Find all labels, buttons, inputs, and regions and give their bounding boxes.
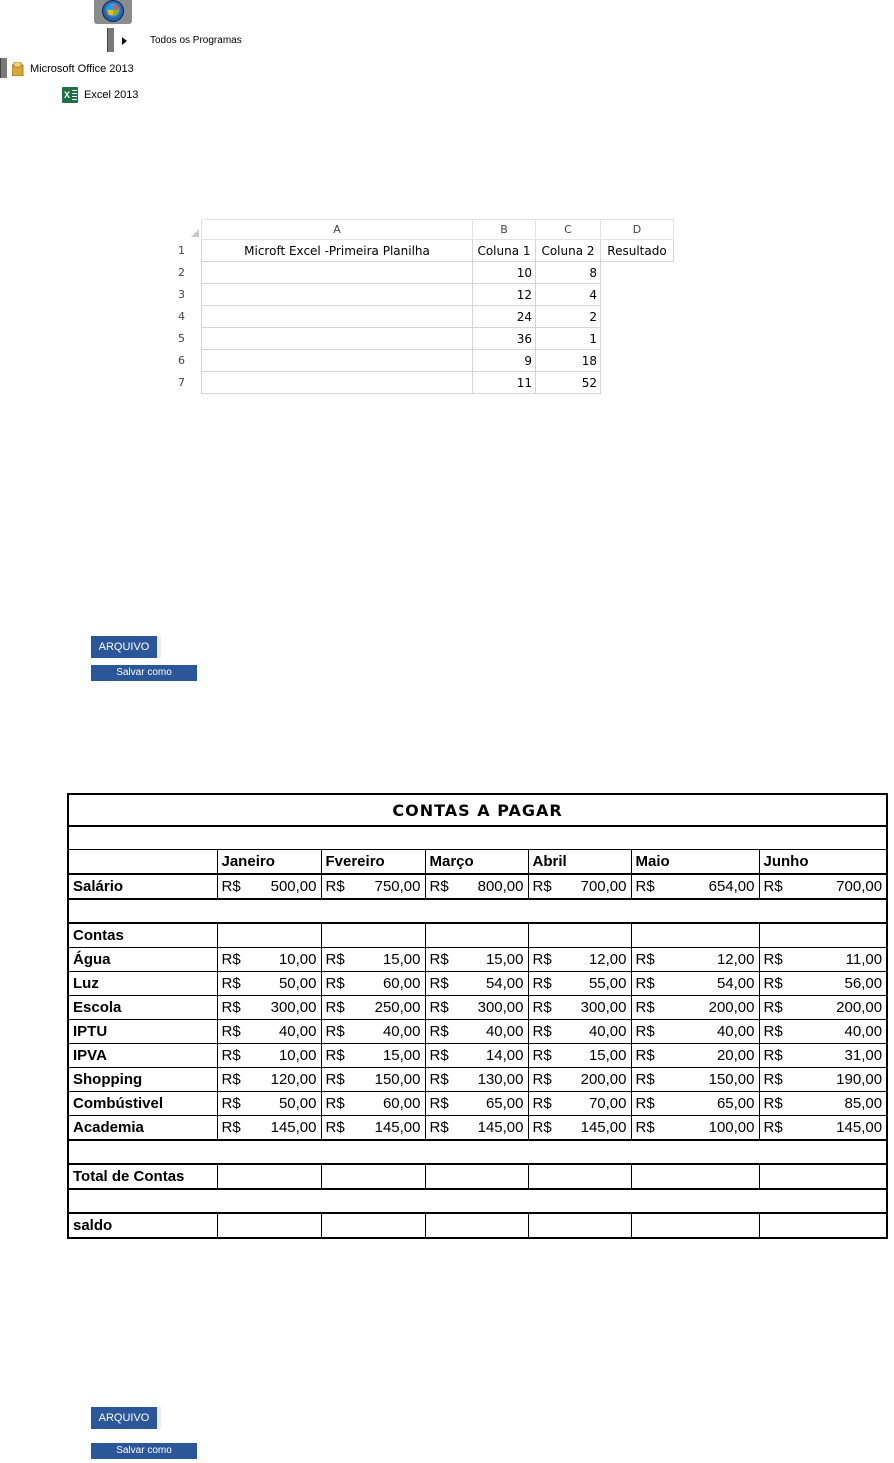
cell[interactable]: 24 [473,306,536,328]
salary-label: Salário [68,874,217,899]
currency-symbol: R$ [221,1071,241,1088]
currency-symbol: R$ [429,1119,449,1136]
currency-symbol: R$ [532,999,552,1016]
money-cell[interactable] [217,1068,321,1092]
money-cell[interactable] [631,972,759,996]
contas-a-pagar-table [67,793,888,1239]
currency-symbol: R$ [221,1119,241,1136]
money-cell[interactable] [217,1116,321,1141]
currency-symbol: R$ [763,975,783,992]
amount: 15,00 [382,1047,421,1064]
currency-symbol: R$ [325,1071,345,1088]
table-row [68,1092,887,1116]
table-row [68,1116,887,1141]
empty-row[interactable] [68,1140,887,1164]
empty-row[interactable] [68,899,887,923]
cell[interactable] [601,284,674,306]
empty-cell[interactable] [425,1213,528,1238]
amount: 31,00 [844,1047,883,1064]
empty-cell[interactable] [528,1164,631,1189]
currency-symbol: R$ [429,878,449,895]
money-cell[interactable] [425,1068,528,1092]
money-cell[interactable] [631,1068,759,1092]
money-cell[interactable] [528,996,631,1020]
currency-symbol: R$ [221,1023,241,1040]
account-label: Combústivel [68,1092,217,1116]
empty-cell[interactable] [631,923,759,948]
cell[interactable]: 4 [536,284,601,306]
cell[interactable] [601,328,674,350]
row-number[interactable]: 6 [178,354,185,367]
money-cell[interactable] [759,874,887,899]
folder-icon [12,62,24,76]
cell[interactable] [601,372,674,394]
money-cell[interactable] [631,874,759,899]
saldo-label: saldo [68,1213,217,1238]
amount: 40,00 [716,1023,755,1040]
amount: 40,00 [382,1023,421,1040]
money-cell[interactable] [631,1020,759,1044]
table-title: CONTAS A PAGAR [68,794,887,826]
amount: 250,00 [374,999,421,1016]
currency-symbol: R$ [532,1095,552,1112]
amount: 500,00 [270,878,317,895]
amount: 700,00 [836,878,883,895]
amount: 65,00 [716,1095,755,1112]
money-cell[interactable] [528,1068,631,1092]
account-label: IPTU [68,1020,217,1044]
money-cell[interactable] [528,1044,631,1068]
row-number[interactable]: 4 [178,310,185,323]
empty-cell[interactable] [759,1213,887,1238]
file-tab[interactable]: ARQUIVO [91,636,161,658]
excel-program-item[interactable]: Excel 2013 [84,89,139,101]
accounts-label: Contas [68,923,217,948]
amount: 15,00 [588,1047,627,1064]
menu-separator [0,58,7,78]
table-row [68,972,887,996]
empty-cell[interactable] [217,923,321,948]
currency-symbol: R$ [532,1047,552,1064]
money-cell[interactable] [217,1044,321,1068]
money-cell[interactable] [321,948,425,972]
currency-symbol: R$ [763,951,783,968]
amount: 145,00 [374,1119,421,1136]
amount: 10,00 [278,951,317,968]
currency-symbol: R$ [532,1119,552,1136]
empty-cell[interactable] [217,1213,321,1238]
money-cell[interactable] [217,996,321,1020]
amount: 100,00 [708,1119,755,1136]
month-header: Maio [631,850,759,875]
currency-symbol: R$ [325,878,345,895]
table-row [68,948,887,972]
currency-symbol: R$ [635,1119,655,1136]
amount: 300,00 [270,999,317,1016]
file-tab[interactable]: ARQUIVO [91,1407,161,1429]
amount: 60,00 [382,1095,421,1112]
amount: 130,00 [477,1071,524,1088]
currency-symbol: R$ [221,999,241,1016]
cell[interactable] [202,306,473,328]
amount: 200,00 [836,999,883,1016]
column-header[interactable]: C [536,220,601,240]
amount: 300,00 [580,999,627,1016]
amount: 15,00 [382,951,421,968]
money-cell[interactable] [759,972,887,996]
empty-cell[interactable] [321,923,425,948]
month-header: Janeiro [217,850,321,875]
money-cell[interactable] [217,1092,321,1116]
cell[interactable]: 18 [536,350,601,372]
cell[interactable] [202,284,473,306]
amount: 145,00 [270,1119,317,1136]
currency-symbol: R$ [763,1047,783,1064]
empty-cell[interactable] [528,1213,631,1238]
table-row [68,1044,887,1068]
money-cell[interactable] [528,1092,631,1116]
currency-symbol: R$ [221,951,241,968]
money-cell[interactable] [631,1092,759,1116]
money-cell[interactable] [631,996,759,1020]
empty-cell[interactable] [528,923,631,948]
cell[interactable]: 11 [473,372,536,394]
money-cell[interactable] [759,1068,887,1092]
money-cell[interactable] [321,1116,425,1141]
money-cell[interactable] [321,972,425,996]
empty-cell[interactable] [631,1164,759,1189]
currency-symbol: R$ [763,1071,783,1088]
cell[interactable] [202,262,473,284]
money-cell[interactable] [528,874,631,899]
cell[interactable]: 10 [473,262,536,284]
currency-symbol: R$ [325,1095,345,1112]
worksheet-grid [175,219,674,394]
amount: 12,00 [588,951,627,968]
currency-symbol: R$ [763,999,783,1016]
currency-symbol: R$ [635,951,655,968]
currency-symbol: R$ [532,1023,552,1040]
amount: 20,00 [716,1047,755,1064]
amount: 145,00 [477,1119,524,1136]
row-number[interactable]: 1 [178,244,185,257]
currency-symbol: R$ [763,878,783,895]
cell[interactable] [601,350,674,372]
money-cell[interactable] [425,874,528,899]
money-cell[interactable] [217,1020,321,1044]
money-cell[interactable] [217,948,321,972]
money-cell[interactable] [321,874,425,899]
amount: 750,00 [374,878,421,895]
amount: 11,00 [845,951,883,968]
currency-symbol: R$ [325,1119,345,1136]
money-cell[interactable] [321,1020,425,1044]
amount: 150,00 [708,1071,755,1088]
money-cell[interactable] [759,1092,887,1116]
header-cell[interactable]: Coluna 2 [536,240,601,262]
money-cell[interactable] [425,948,528,972]
amount: 40,00 [485,1023,524,1040]
currency-symbol: R$ [429,975,449,992]
save-as-item[interactable]: Salvar como [91,1443,197,1459]
money-cell[interactable] [425,1044,528,1068]
header-cell[interactable]: Coluna 1 [473,240,536,262]
account-label: Shopping [68,1068,217,1092]
menu-separator [107,28,114,52]
empty-cell[interactable] [759,1164,887,1189]
account-label: Água [68,948,217,972]
empty-cell[interactable] [759,923,887,948]
amount: 145,00 [580,1119,627,1136]
amount: 654,00 [708,878,755,895]
cell[interactable]: 36 [473,328,536,350]
amount: 800,00 [477,878,524,895]
office-folder-item[interactable]: Microsoft Office 2013 [30,63,134,75]
row-number[interactable]: 3 [178,288,185,301]
currency-symbol: R$ [635,1071,655,1088]
table-row [68,1020,887,1044]
currency-symbol: R$ [532,878,552,895]
amount: 40,00 [588,1023,627,1040]
currency-symbol: R$ [763,1095,783,1112]
money-cell[interactable] [759,996,887,1020]
total-label: Total de Contas [68,1164,217,1189]
empty-row[interactable] [68,826,887,850]
money-cell[interactable] [321,1044,425,1068]
money-cell[interactable] [631,1044,759,1068]
currency-symbol: R$ [763,1119,783,1136]
currency-symbol: R$ [325,1023,345,1040]
arrow-right-icon [122,37,127,45]
money-cell[interactable] [759,948,887,972]
amount: 40,00 [278,1023,317,1040]
amount: 56,00 [844,975,883,992]
amount: 65,00 [485,1095,524,1112]
cell[interactable]: 12 [473,284,536,306]
windows-logo-icon [102,0,124,22]
currency-symbol: R$ [221,878,241,895]
cell[interactable] [202,328,473,350]
currency-symbol: R$ [635,1047,655,1064]
amount: 300,00 [477,999,524,1016]
cell[interactable] [202,372,473,394]
amount: 700,00 [580,878,627,895]
amount: 60,00 [382,975,421,992]
money-cell[interactable] [528,948,631,972]
cell[interactable] [601,306,674,328]
table-row [68,1068,887,1092]
money-cell[interactable] [425,1020,528,1044]
save-as-item[interactable]: Salvar como [91,665,197,681]
row-number[interactable]: 7 [178,376,185,389]
amount: 12,00 [716,951,755,968]
header-cell[interactable]: Resultado [601,240,674,262]
cell[interactable] [601,262,674,284]
currency-symbol: R$ [325,999,345,1016]
amount: 200,00 [708,999,755,1016]
currency-symbol: R$ [532,975,552,992]
amount: 54,00 [485,975,524,992]
account-label: IPVA [68,1044,217,1068]
currency-symbol: R$ [532,951,552,968]
empty-cell[interactable] [425,923,528,948]
money-cell[interactable] [528,972,631,996]
all-programs-item[interactable]: Todos os Programas [150,35,242,46]
currency-symbol: R$ [325,975,345,992]
money-cell[interactable] [528,1020,631,1044]
row-number[interactable]: 2 [178,266,185,279]
amount: 120,00 [270,1071,317,1088]
money-cell[interactable] [217,972,321,996]
currency-symbol: R$ [635,1023,655,1040]
month-header: Fvereiro [321,850,425,875]
money-cell[interactable] [425,972,528,996]
money-cell[interactable] [528,1116,631,1141]
table-row [68,996,887,1020]
account-label: Academia [68,1116,217,1141]
currency-symbol: R$ [325,951,345,968]
amount: 150,00 [374,1071,421,1088]
currency-symbol: R$ [635,999,655,1016]
empty-cell[interactable] [321,1164,425,1189]
currency-symbol: R$ [429,951,449,968]
account-label: Escola [68,996,217,1020]
amount: 85,00 [844,1095,883,1112]
column-header[interactable]: A [202,220,473,240]
amount: 200,00 [580,1071,627,1088]
money-cell[interactable] [759,1044,887,1068]
currency-symbol: R$ [763,1023,783,1040]
money-cell[interactable] [759,1020,887,1044]
currency-symbol: R$ [429,1095,449,1112]
money-cell[interactable] [425,996,528,1020]
currency-symbol: R$ [429,1071,449,1088]
month-header: Março [425,850,528,875]
currency-symbol: R$ [635,1095,655,1112]
currency-symbol: R$ [635,975,655,992]
cell[interactable]: 1 [536,328,601,350]
currency-symbol: R$ [221,1047,241,1064]
currency-symbol: R$ [221,975,241,992]
currency-symbol: R$ [635,878,655,895]
empty-cell[interactable] [631,1213,759,1238]
empty-cell[interactable] [321,1213,425,1238]
empty-row[interactable] [68,1189,887,1213]
month-header: Junho [759,850,887,875]
amount: 145,00 [836,1119,883,1136]
month-header: Abril [528,850,631,875]
amount: 50,00 [278,975,317,992]
amount: 10,00 [278,1047,317,1064]
amount: 190,00 [836,1071,883,1088]
amount: 14,00 [485,1047,524,1064]
cell[interactable]: 9 [473,350,536,372]
sheet-title-cell[interactable]: Microft Excel -Primeira Planilha [202,240,473,262]
currency-symbol: R$ [429,1023,449,1040]
currency-symbol: R$ [429,1047,449,1064]
amount: 55,00 [588,975,627,992]
amount: 70,00 [588,1095,627,1112]
money-cell[interactable] [425,1116,528,1141]
cell[interactable]: 2 [536,306,601,328]
money-cell[interactable] [425,1092,528,1116]
cell[interactable] [202,350,473,372]
currency-symbol: R$ [325,1047,345,1064]
column-header[interactable]: D [601,220,674,240]
column-header[interactable]: B [473,220,536,240]
amount: 15,00 [485,951,524,968]
money-cell[interactable] [217,874,321,899]
cell[interactable]: 52 [536,372,601,394]
amount: 40,00 [844,1023,883,1040]
row-number[interactable]: 5 [178,332,185,345]
cell[interactable]: 8 [536,262,601,284]
amount: 50,00 [278,1095,317,1112]
money-cell[interactable] [321,1068,425,1092]
currency-symbol: R$ [221,1095,241,1112]
currency-symbol: R$ [429,999,449,1016]
money-cell[interactable] [631,1116,759,1141]
select-all-corner[interactable] [175,220,202,240]
empty-cell[interactable] [217,1164,321,1189]
money-cell[interactable] [759,1116,887,1141]
money-cell[interactable] [321,996,425,1020]
money-cell[interactable] [321,1092,425,1116]
amount: 54,00 [716,975,755,992]
start-button[interactable] [94,0,132,24]
empty-cell[interactable] [68,850,217,875]
money-cell[interactable] [631,948,759,972]
excel-icon: X [62,87,78,103]
empty-cell[interactable] [425,1164,528,1189]
currency-symbol: R$ [532,1071,552,1088]
account-label: Luz [68,972,217,996]
